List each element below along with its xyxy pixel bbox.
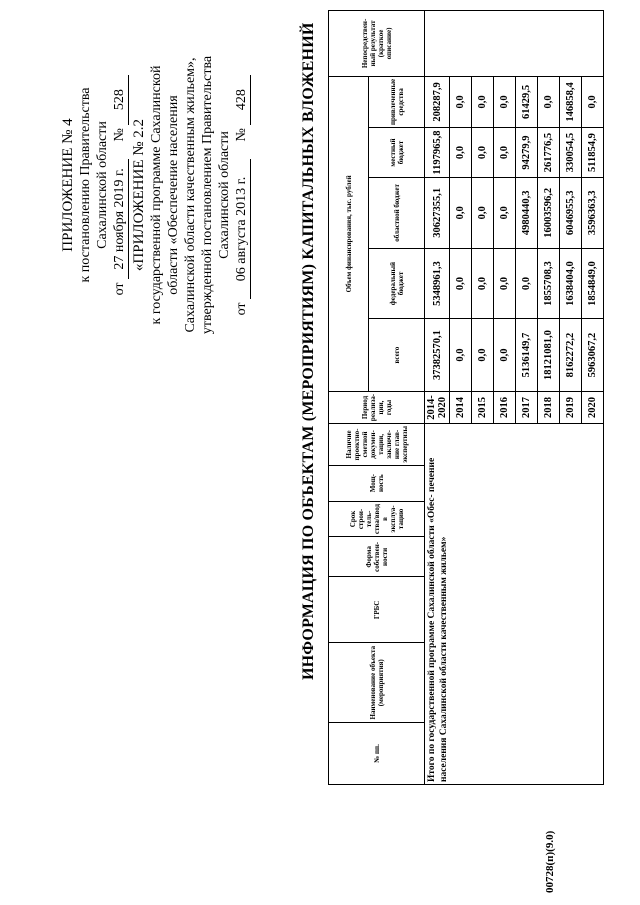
row-period: 2020 [582, 391, 604, 423]
appendix-4-header [60, 20, 129, 350]
row-regional: 0,0 [472, 178, 494, 249]
header-ownership: Форма собствен- ности [329, 537, 425, 577]
row-regional: 3596363,3 [582, 178, 604, 249]
appendix-2-2-line2: области «Обеспечение населения [166, 95, 181, 295]
row-regional: 4980440,3 [516, 178, 538, 249]
row-other: 0,0 [472, 76, 494, 127]
appendix-2-2-date-line: от 06 августа 2013 г. № 428 [233, 15, 251, 375]
header-construction-period: Срок строи- тель- ства/ввод в эксплуа- тацию [329, 501, 425, 537]
row-total: 0,0 [472, 319, 494, 392]
row-other: 61429,5 [516, 76, 538, 127]
row-other: 146858,4 [560, 76, 582, 127]
row-local: 0,0 [472, 128, 494, 178]
row-period: 2014 [450, 391, 472, 423]
header-design-docs: Наличие проектно- сметной докумен- тации, заключе- ние глав- экспертизы [329, 424, 425, 466]
header-grbs: ГРБС [329, 577, 425, 643]
row-total: 5136149,7 [516, 319, 538, 392]
appendix-2-2-number: 428 [233, 75, 251, 125]
row-period: 2015 [472, 391, 494, 423]
row-period: 2017 [516, 391, 538, 423]
row-federal: 1638404,0 [560, 248, 582, 319]
header-capacity: Мощ- ность [329, 465, 425, 501]
row-other: 0,0 [538, 76, 560, 127]
header-num: № пп. [329, 722, 425, 784]
row-local: 330054,5 [560, 128, 582, 178]
row-regional: 16003596,2 [538, 178, 560, 249]
appendix-2-2-line1: к государственной программе Сахалинской [149, 65, 164, 325]
capital-investment-table [328, 10, 604, 785]
row-federal: 0,0 [516, 248, 538, 319]
appendix-2-2-line5: Сахалинской области [217, 131, 232, 259]
header-row-1 [329, 11, 369, 785]
header-federal: федеральный бюджет [369, 248, 425, 319]
row-period: 2014- 2020 [425, 391, 450, 423]
row-total: 5963067,2 [582, 319, 604, 392]
appendix-2-2-title: «ПРИЛОЖЕНИЕ № 2.2 [131, 118, 147, 272]
header-result: Непосредствен- ный результат (краткое описание) [329, 11, 425, 77]
row-local: 0,0 [494, 128, 516, 178]
appendix-4-line1: к постановлению Правительства [78, 87, 93, 283]
row-federal: 0,0 [494, 248, 516, 319]
row-regional: 30627355,1 [425, 178, 450, 249]
row-regional: 0,0 [450, 178, 472, 249]
header-funding-group: Объем финансирования, тыс. рублей [329, 76, 369, 391]
row-regional: 6046955,3 [560, 178, 582, 249]
row-federal: 1854849,0 [582, 248, 604, 319]
row-period: 2019 [560, 391, 582, 423]
row-period: 2018 [538, 391, 560, 423]
row-other: 0,0 [494, 76, 516, 127]
row-other: 0,0 [450, 76, 472, 127]
row-local: 261776,5 [538, 128, 560, 178]
row-local: 0,0 [450, 128, 472, 178]
row-federal: 0,0 [472, 248, 494, 319]
row-other: 208287,9 [425, 76, 450, 127]
row-period: 2016 [494, 391, 516, 423]
appendix-2-2-date: 06 августа 2013 г. [233, 159, 251, 299]
appendix-4-line2: Сахалинской области [95, 121, 110, 249]
appendix-4-number: 528 [111, 75, 129, 125]
row-total: 18121081,0 [538, 319, 560, 392]
document-title: ИНФОРМАЦИЯ ПО ОБЪЕКТАМ (МЕРОПРИЯТИЯМ) КАПИТАЛЬНЫХ ВЛОЖЕНИЙ [300, 22, 317, 680]
header-local: местный бюджет [369, 128, 425, 178]
row-federal: 1855708,3 [538, 248, 560, 319]
appendix-4-title: ПРИЛОЖЕНИЕ № 4 [60, 118, 76, 252]
page-serial: 00728(п)(9.0) [544, 830, 556, 893]
row-total: 8162272,2 [560, 319, 582, 392]
appendix-4-date: 27 ноября 2019 г. [111, 159, 129, 279]
header-name: Наименование объекта (мероприятия) [329, 643, 425, 722]
row-other: 0,0 [582, 76, 604, 127]
header-other: привлеченные средства [369, 76, 425, 127]
row-local: 1197965,8 [425, 128, 450, 178]
appendix-4-date-line: от 27 ноября 2019 г. № 528 [111, 20, 129, 350]
row-total: 0,0 [450, 319, 472, 392]
program-total-label: Итого по государственной программе Сахалинской области «Обес- печение населения Сахалинской области качественным жильем» [425, 424, 604, 785]
appendix-2-2-line4: утвержденной постановлением Правительства [200, 55, 215, 335]
appendix-2-2-header [131, 15, 251, 375]
header-period: Период реализа- ции, годы [329, 391, 425, 423]
row-regional: 0,0 [494, 178, 516, 249]
table-row [425, 11, 450, 785]
row-total: 37382570,1 [425, 319, 450, 392]
row-total: 0,0 [494, 319, 516, 392]
header-total: всего [369, 319, 425, 392]
result-cell [425, 11, 604, 77]
row-local: 94279,9 [516, 128, 538, 178]
row-federal: 5348961,3 [425, 248, 450, 319]
row-federal: 0,0 [450, 248, 472, 319]
row-local: 511854,9 [582, 128, 604, 178]
header-regional: областной бюджет [369, 178, 425, 249]
appendix-2-2-line3: Сахалинской области качественным жильем», [183, 57, 198, 333]
